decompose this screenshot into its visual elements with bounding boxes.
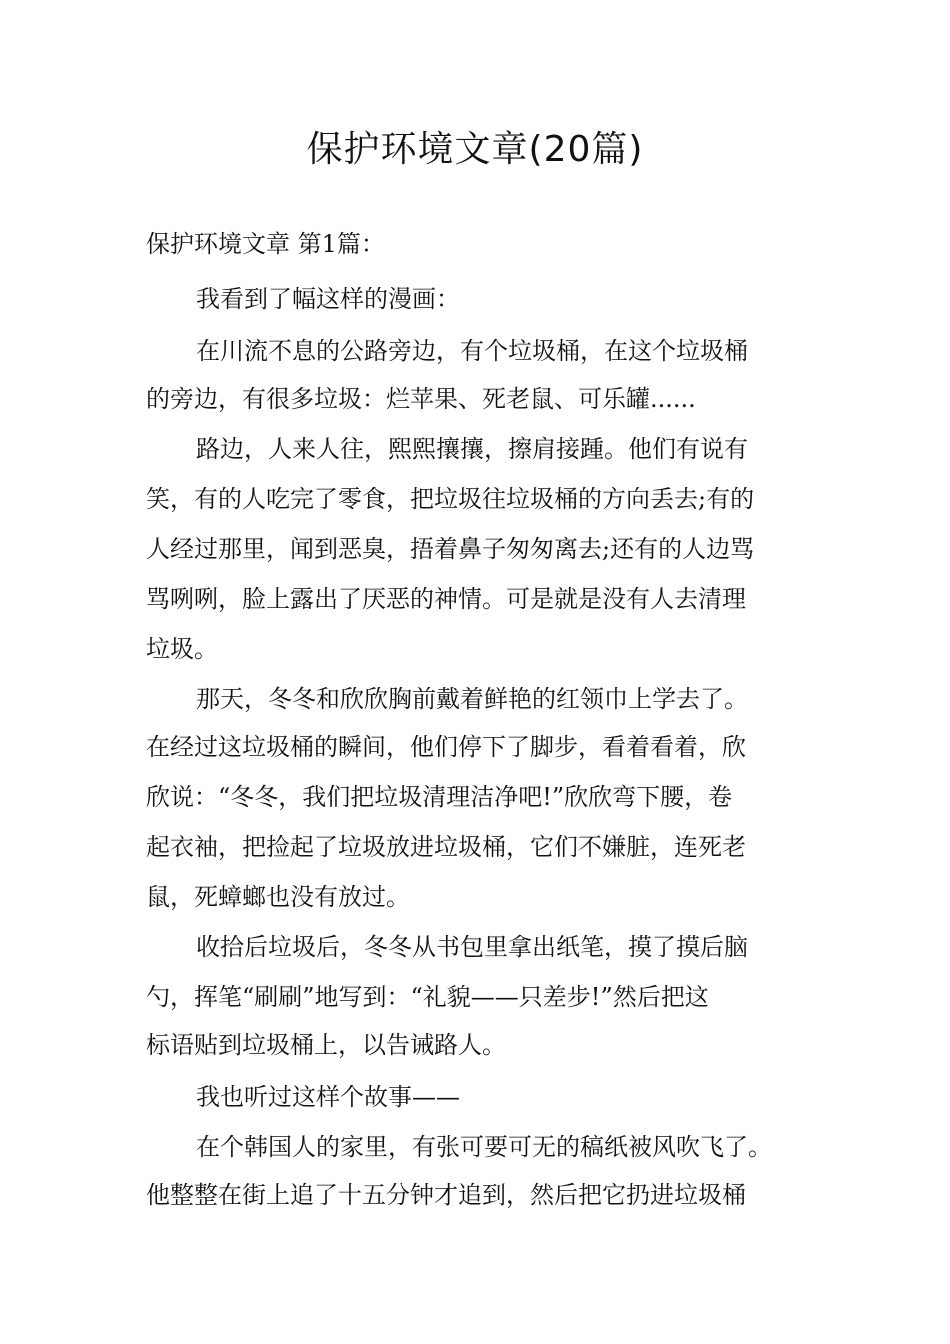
paragraph-line: 他整整在街上追了十五分钟才追到，然后把它扔进垃圾桶 — [146, 1181, 746, 1209]
paragraph-line: 我也听过这样个故事—— — [196, 1083, 460, 1111]
paragraph-line: 骂咧咧，脸上露出了厌恶的神情。可是就是没有人去清理 — [146, 585, 746, 613]
paragraph-line: 那天，冬冬和欣欣胸前戴着鲜艳的红领巾上学去了。 — [196, 685, 748, 713]
paragraph-line: 在川流不息的公路旁边，有个垃圾桶，在这个垃圾桶 — [196, 337, 748, 365]
paragraph-line: 欣说：“冬冬，我们把垃圾清理洁净吧!”欣欣弯下腰，卷 — [146, 783, 733, 811]
paragraph-line: 勺，挥笔“刷刷”地写到：“礼貌——只差步!”然后把这 — [146, 983, 709, 1011]
paragraph-line: 路边，人来人往，熙熙攘攘，擦肩接踵。他们有说有 — [196, 435, 748, 463]
paragraph-line: 在个韩国人的家里，有张可要可无的稿纸被风吹飞了。 — [196, 1133, 772, 1161]
paragraph-line: 鼠，死蟑螂也没有放过。 — [146, 883, 410, 911]
document-title: 保护环境文章(20篇) — [306, 129, 644, 170]
paragraph-line: 在经过这垃圾桶的瞬间，他们停下了脚步，看着看着，欣 — [146, 733, 746, 761]
paragraph-line: 收拾后垃圾后，冬冬从书包里拿出纸笔，摸了摸后脑 — [196, 933, 748, 961]
paragraph-line: 我看到了幅这样的漫画： — [196, 285, 460, 313]
paragraph-line: 垃圾。 — [146, 635, 218, 663]
paragraph-line: 标语贴到垃圾桶上，以告诫路人。 — [146, 1031, 506, 1059]
paragraph-line: 笑，有的人吃完了零食，把垃圾往垃圾桶的方向丢去;有的 — [146, 485, 755, 513]
section-heading: 保护环境文章 第1篇： — [146, 230, 385, 258]
paragraph-line: 起衣袖，把捡起了垃圾放进垃圾桶，它们不嫌脏，连死老 — [146, 833, 746, 861]
paragraph-line: 的旁边，有很多垃圾：烂苹果、死老鼠、可乐罐...... — [146, 385, 696, 413]
paragraph-line: 人经过那里，闻到恶臭，捂着鼻子匆匆离去;还有的人边骂 — [146, 535, 755, 563]
